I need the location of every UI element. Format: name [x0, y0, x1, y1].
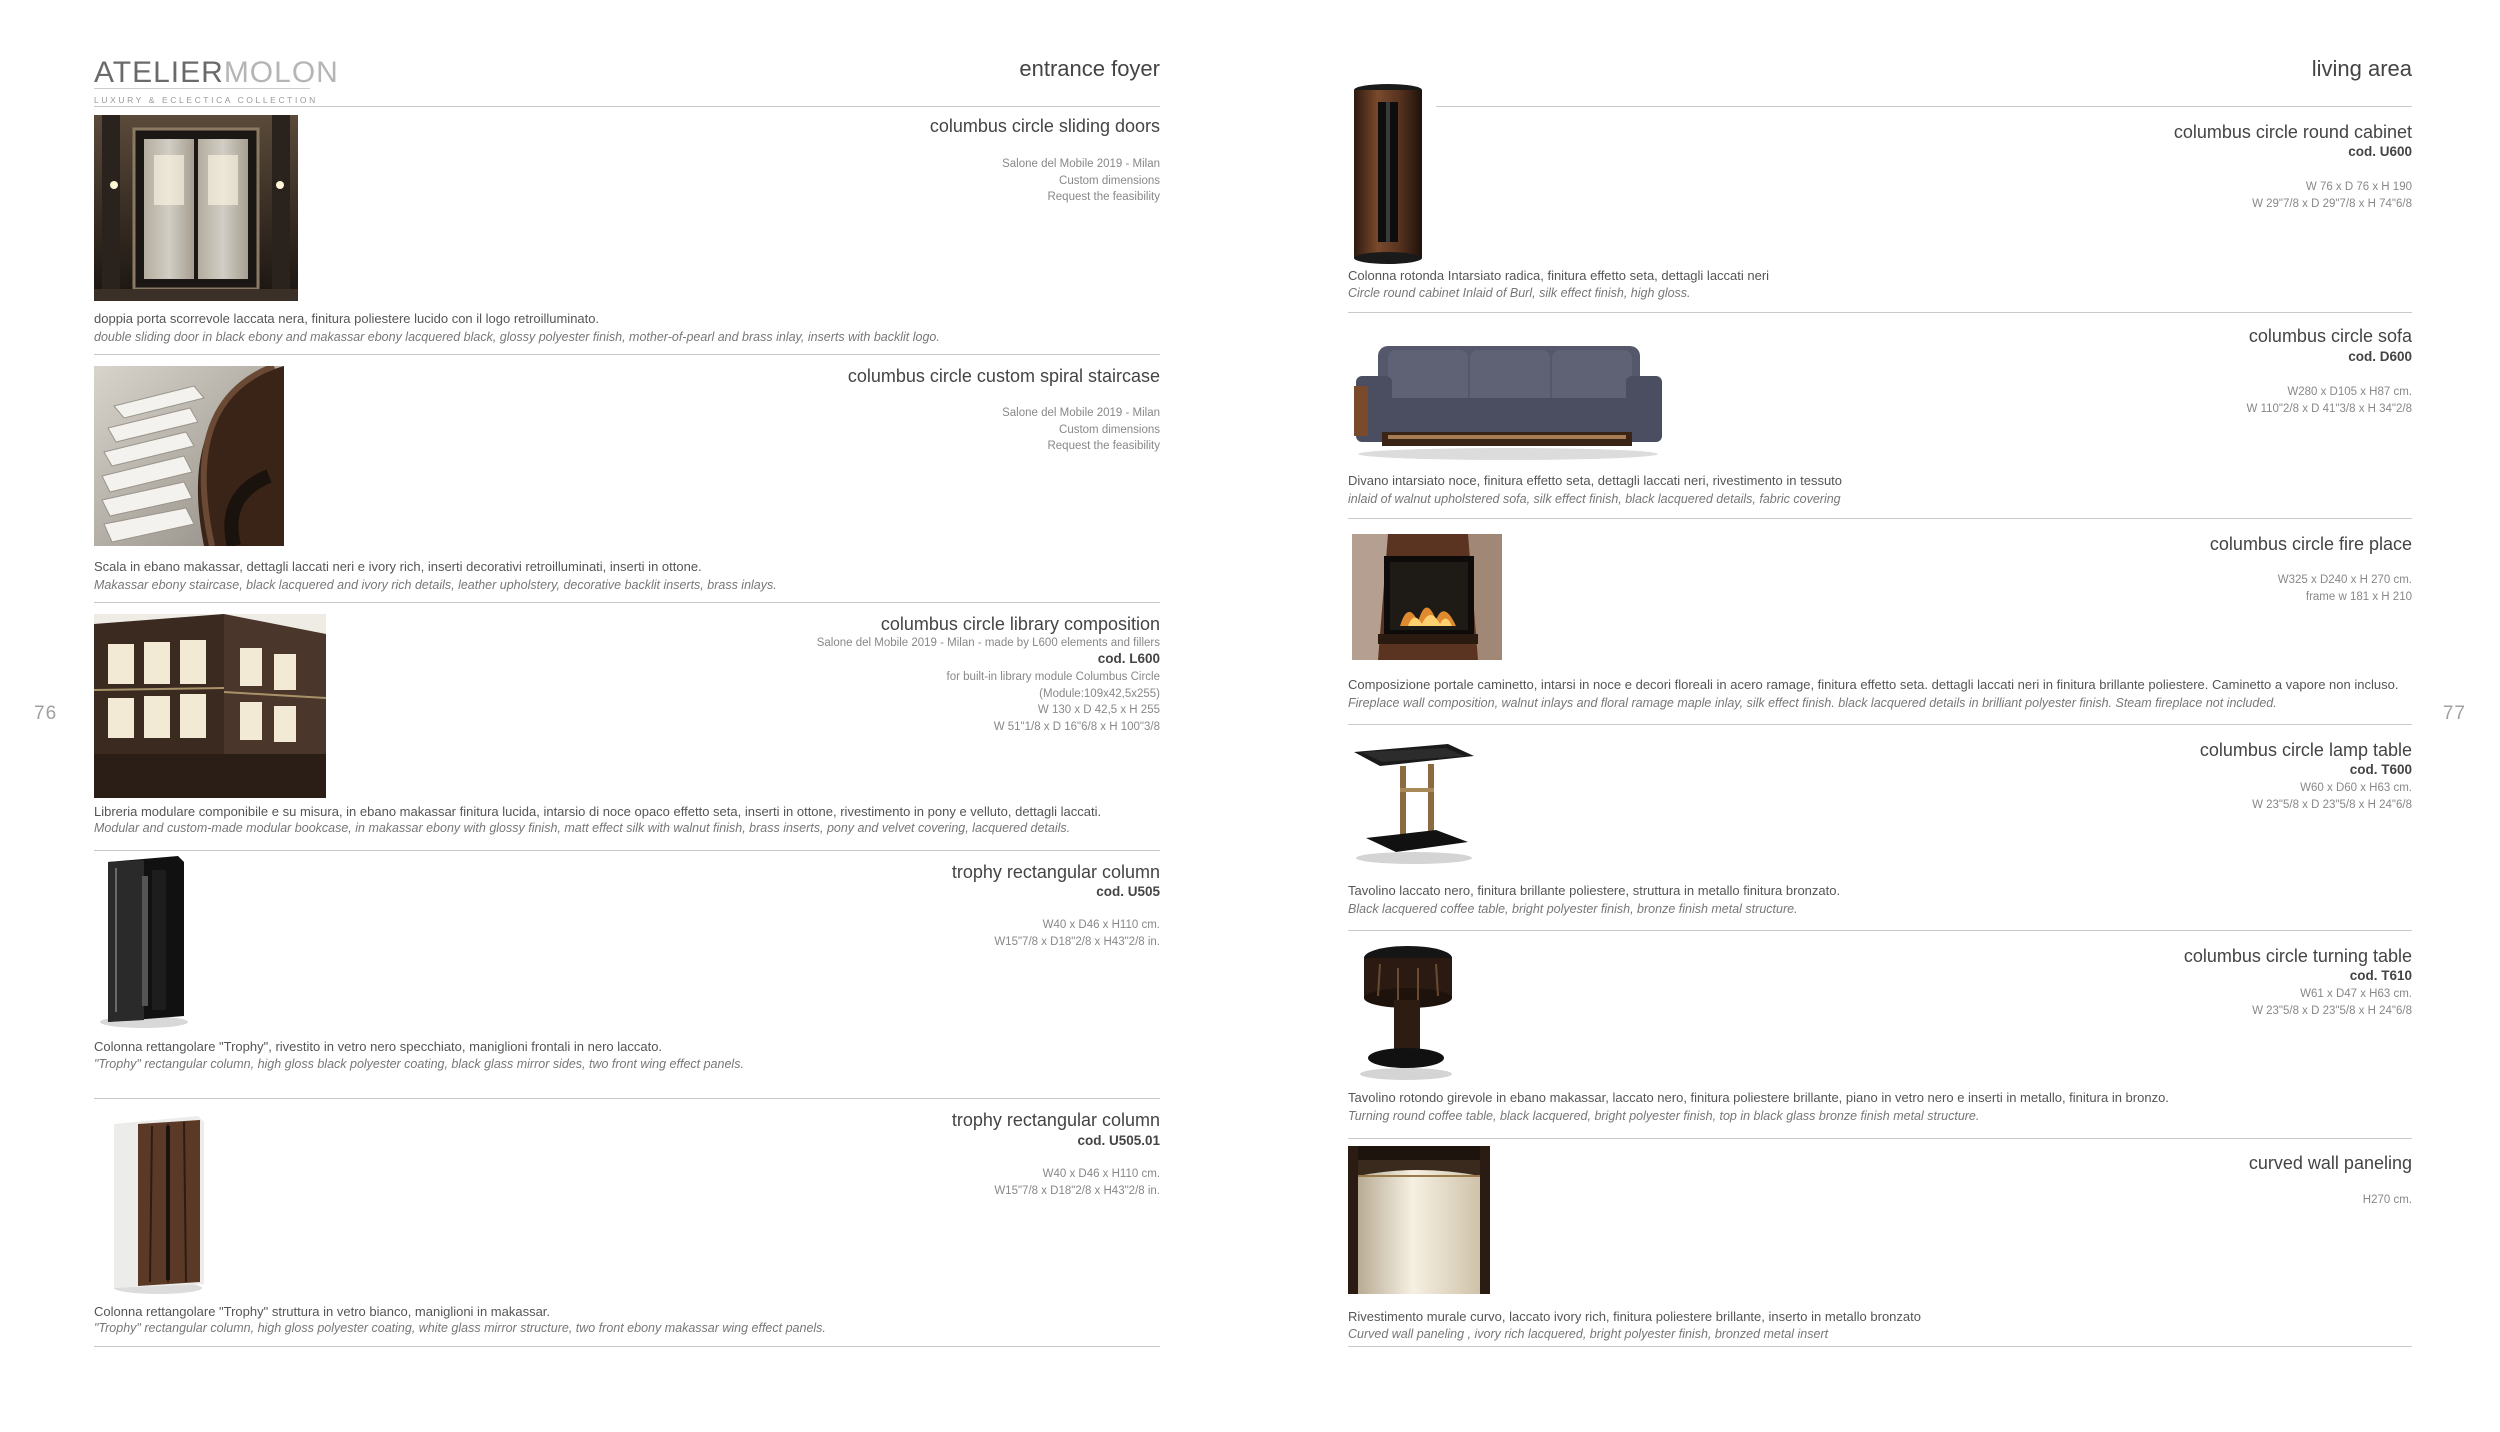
- item-spec: W40 x D46 x H110 cm.: [1042, 919, 1160, 931]
- item-spec: Custom dimensions: [1059, 423, 1160, 436]
- item-spec: W325 x D240 x H 270 cm.: [2277, 574, 2412, 586]
- item-description-it: Tavolino laccato nero, finitura brillante poliestere, struttura in metallo finitura bronzato.: [1348, 883, 1841, 898]
- item-spec: for built-in library module Columbus Circle: [946, 671, 1160, 683]
- item-divider: [1348, 312, 2412, 313]
- brand-tagline: LUXURY & ECLECTICA COLLECTION: [94, 88, 310, 105]
- item-description-en: Curved wall paneling , ivory rich lacquered, bright polyester finish, bronzed metal insert: [1348, 1327, 1829, 1341]
- round-cabinet-photo: [1350, 82, 1426, 266]
- item-spec-list: [947, 669, 1160, 735]
- item-code: cod. U505.01: [1077, 1133, 1160, 1148]
- item-spec: Salone del Mobile 2019 - Milan: [1002, 407, 1160, 419]
- item-spec: Request the feasibility: [1047, 440, 1160, 452]
- item-divider: [1348, 930, 2412, 931]
- item-spec-list: [994, 917, 1160, 950]
- item-description-en: Circle round cabinet Inlaid of Burl, silk effect finish, high gloss.: [1348, 286, 1691, 300]
- item-description-it: Rivestimento murale curvo, laccato ivory rich, finitura poliestere brillante, inserto in metallo bronzato: [1348, 1309, 1921, 1324]
- right-first-divider-partial: [1436, 106, 2412, 107]
- item-divider: [1348, 724, 2412, 725]
- item-code: cod. T600: [2349, 762, 2412, 777]
- item-divider: [94, 1346, 1160, 1347]
- item-spec-list: [2252, 780, 2412, 813]
- item-title: trophy rectangular column: [951, 862, 1160, 882]
- item-divider: [94, 850, 1160, 851]
- item-code: cod. L600: [1097, 651, 1160, 666]
- item-description-it: Colonna rotonda Intarsiato radica, finitura effetto seta, dettagli laccati neri: [1348, 268, 1770, 283]
- brand-logo: [94, 56, 339, 105]
- fire-place-photo: [1348, 530, 1508, 670]
- sliding-doors-photo: [94, 115, 298, 301]
- item-code: cod. U600: [2348, 144, 2412, 159]
- item-spec: W15"7/8 x D18"2/8 x H43"2/8 in.: [994, 1184, 1160, 1197]
- item-title: columbus circle lamp table: [2199, 740, 2412, 760]
- item-description-it: Composizione portale caminetto, intarsi in noce e decori floreali in acero ramage, finitura effetto seta. dettagli laccati neri in finitura brillante poliestere. Caminetto a vapore non incluso.: [1348, 677, 2399, 692]
- brand-name-part1: ATELIER: [94, 56, 224, 89]
- item-description-en: Modular and custom-made modular bookcase, in makassar ebony with glossy finish, matt effect silk with walnut finish, brass inserts, pony and velvet covering, lacquered details.: [94, 821, 1071, 835]
- item-spec-list: [2278, 572, 2412, 605]
- item-description-it: Colonna rettangolare "Trophy", rivestito in vetro nero specchiato, maniglioni frontali in nero laccato.: [94, 1039, 663, 1054]
- item-code: cod. U505: [1096, 884, 1160, 899]
- item-subtitle: Salone del Mobile 2019 - Milan - made by L600 elements and fillers: [816, 637, 1160, 649]
- item-description-en: "Trophy" rectangular column, high gloss black polyester coating, black glass mirror sides, two front wing effect panels.: [94, 1057, 744, 1071]
- page-number-right: 77: [2442, 703, 2466, 724]
- item-spec: W15"7/8 x D18"2/8 x H43"2/8 in.: [994, 935, 1160, 948]
- item-spec: W 29"7/8 x D 29"7/8 x H 74"6/8: [2252, 197, 2412, 210]
- item-spec-list: [994, 1166, 1160, 1199]
- turning-table-photo: [1350, 940, 1462, 1082]
- item-title: columbus circle library composition: [880, 614, 1160, 634]
- item-spec: W40 x D46 x H110 cm.: [1042, 1168, 1160, 1180]
- right-section-title: living area: [2311, 56, 2412, 81]
- item-description-en: Turning round coffee table, black lacquered, bright polyester finish, top in black glass bronze finish metal structure.: [1348, 1109, 1980, 1123]
- item-title: columbus circle custom spiral staircase: [847, 366, 1160, 386]
- item-spec: W 51"1/8 x D 16"6/8 x H 100"3/8: [993, 720, 1160, 733]
- item-description-en: Black lacquered coffee table, bright polyester finish, bronze finish metal structure.: [1348, 902, 1798, 916]
- trophy-column-white-photo: [108, 1116, 208, 1294]
- curved-wall-paneling-photo: [1348, 1146, 1490, 1294]
- page-number-left: 76: [34, 703, 58, 724]
- item-description-en: Makassar ebony staircase, black lacquered and ivory rich details, leather upholstery, decorative backlit inserts, brass inlays.: [94, 578, 777, 592]
- item-divider: [94, 602, 1160, 603]
- item-title: columbus circle turning table: [2183, 946, 2412, 966]
- brand-name-part2: MOLON: [223, 56, 339, 89]
- item-divider: [94, 1098, 1160, 1099]
- item-description-en: double sliding door in black ebony and makassar ebony lacquered black, glossy polyester finish, mother-of-pearl and brass inlay, inserts with backlit logo.: [94, 330, 940, 344]
- item-title: columbus circle sliding doors: [929, 116, 1160, 136]
- item-divider: [1348, 1138, 2412, 1139]
- item-spec: W61 x D47 x H63 cm.: [2300, 988, 2412, 1000]
- item-divider: [1348, 518, 2412, 519]
- item-spec: W280 x D105 x H87 cm.: [2287, 386, 2412, 398]
- item-description-it: Divano intarsiato noce, finitura effetto seta, dettagli laccati neri, rivestimento in tessuto: [1348, 473, 1843, 488]
- lamp-table-photo: [1348, 738, 1482, 866]
- item-description-it: Colonna rettangolare "Trophy" struttura in vetro bianco, maniglioni in makassar.: [94, 1304, 551, 1319]
- item-title: columbus circle round cabinet: [2173, 122, 2412, 142]
- item-spec-list: [1002, 156, 1160, 206]
- item-spec: (Module:109x42,5x255): [1039, 687, 1160, 700]
- item-spec: W 76 x D 76 x H 190: [2305, 181, 2412, 193]
- item-spec: W 110"2/8 x D 41"3/8 x H 34"2/8: [2246, 402, 2412, 415]
- left-header-divider: [94, 106, 1160, 107]
- item-spec-list: [2252, 179, 2412, 212]
- item-divider: [94, 354, 1160, 355]
- left-section-title: entrance foyer: [1019, 56, 1160, 81]
- item-spec: Custom dimensions: [1059, 174, 1160, 187]
- trophy-column-black-photo: [96, 856, 192, 1028]
- item-spec-list: [2247, 384, 2412, 417]
- item-code: cod. D600: [2348, 349, 2412, 364]
- item-description-it: Libreria modulare componibile e su misura, in ebano makassar finitura lucida, intarsio di noce opaco effetto seta, inserti in ottone, rivestimento in pony e velluto, dettagli laccati.: [94, 804, 1102, 819]
- item-divider: [1348, 1346, 2412, 1347]
- spiral-staircase-photo: [94, 366, 284, 546]
- item-description-it: Tavolino rotondo girevole in ebano makassar, laccato nero, finitura poliestere brillante, piano in vetro nero e inserti in metallo, finitura in bronzo.: [1348, 1090, 2169, 1105]
- item-description-en: "Trophy" rectangular column, high gloss polyester coating, white glass mirror structure, two front ebony makassar wing effect panels.: [94, 1321, 826, 1335]
- item-spec: W 23"5/8 x D 23"5/8 x H 24"6/8: [2252, 1004, 2412, 1017]
- item-spec-list: [1002, 405, 1160, 455]
- item-spec-list: [2252, 986, 2412, 1019]
- item-spec: W 23"5/8 x D 23"5/8 x H 24"6/8: [2252, 798, 2412, 811]
- item-code: cod. T610: [2349, 968, 2412, 983]
- item-spec: W 130 x D 42,5 x H 255: [1037, 704, 1160, 716]
- sofa-photo: [1348, 336, 1666, 462]
- item-spec: W60 x D60 x H63 cm.: [2300, 782, 2412, 794]
- item-spec: frame w 181 x H 210: [2305, 590, 2412, 603]
- item-spec: H270 cm.: [2362, 1194, 2412, 1206]
- item-title: columbus circle fire place: [2209, 534, 2412, 554]
- item-title: trophy rectangular column: [951, 1110, 1160, 1130]
- item-description-en: Fireplace wall composition, walnut inlays and floral ramage maple inlay, silk effect finish. black lacquered details in brilliant polyester finish. Steam fireplace not included.: [1348, 696, 2277, 710]
- item-description-it: Scala in ebano makassar, dettagli laccati neri e ivory rich, inserti decorativi retroilluminati, inserti in ottone.: [94, 559, 702, 574]
- item-description-it: doppia porta scorrevole laccata nera, finitura poliestere lucido con il logo retroilluminato.: [94, 311, 600, 326]
- library-composition-photo: [94, 614, 326, 798]
- item-spec: Request the feasibility: [1047, 191, 1160, 203]
- item-spec: Salone del Mobile 2019 - Milan: [1002, 158, 1160, 170]
- item-description-en: inlaid of walnut upholstered sofa, silk effect finish, black lacquered details, fabric covering: [1348, 492, 1841, 506]
- item-spec-list: [2363, 1192, 2412, 1209]
- item-title: curved wall paneling: [2248, 1153, 2412, 1173]
- item-title: columbus circle sofa: [2248, 326, 2412, 346]
